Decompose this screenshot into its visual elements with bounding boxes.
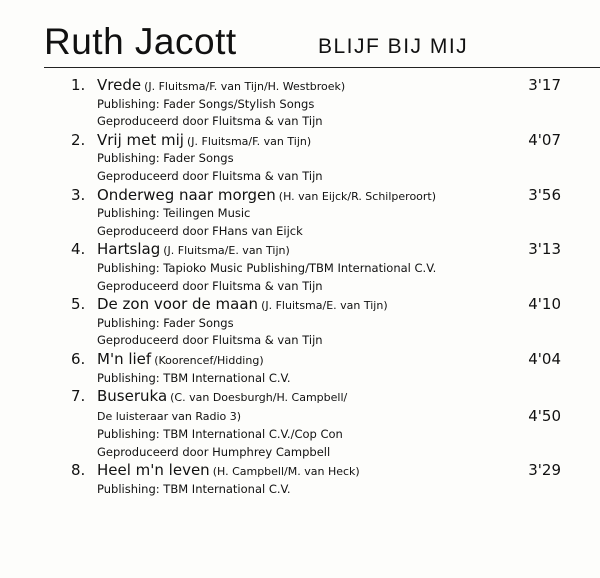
track-line [71,461,561,481]
track-publishing: Publishing: Fader Songs [97,151,234,166]
track-line [71,131,561,151]
track-credits: (J. Fluitsma/E. van Tijn) [261,299,388,313]
header [44,20,600,70]
track-duration: 4'50 [528,406,561,425]
track-title-group [97,295,388,316]
track-number: 7. [71,387,86,406]
track-production: Geproduceerd door Fluitsma & van Tijn [97,278,323,293]
track-production: Geproduceerd door Fluitsma & van Tijn [97,333,323,348]
track-title: Heel m'n leven [97,461,210,480]
track-item [71,131,561,186]
track-production: Geproduceerd door FHans van Eijck [97,223,303,238]
track-title-group [97,76,345,97]
track-duration: 3'56 [528,185,561,204]
track-line [71,240,561,260]
track-line [71,186,561,206]
track-credits: (J. Fluitsma/E. van Tijn) [163,244,290,258]
track-title: De zon voor de maan [97,295,259,314]
artist-name: Ruth Jacott [44,21,237,62]
track-duration: 4'04 [528,349,561,368]
track-production: Geproduceerd door Fluitsma & van Tijn [97,168,323,183]
track-publishing: Publishing: Teilingen Music [97,206,251,221]
header-divider [44,67,600,68]
track-item [71,350,561,387]
track-production: Geproduceerd door Fluitsma & van Tijn [97,114,323,129]
track-publishing: Publishing: TBM International C.V./Cop Con [97,427,343,442]
track-publishing: Publishing: Fader Songs [97,315,234,330]
track-credits: (Koorencef/Hidding) [154,353,264,367]
track-number: 1. [71,76,86,94]
track-publishing: Publishing: TBM International C.V. [97,370,291,385]
track-duration: 3'29 [528,461,561,480]
track-publishing: Publishing: Tapioko Music Publishing/TBM International C.V. [97,260,437,275]
track-production: Geproduceerd door Humphrey Campbell [97,444,331,459]
track-duration: 3'17 [528,76,561,94]
track-line [71,350,561,370]
track-title: Buseruka [97,387,168,406]
track-number: 3. [71,185,86,204]
track-title: Vrij met mij [97,130,184,149]
track-line [71,295,561,315]
track-title: M'n lief [97,349,152,368]
track-credits: (H. van Eijck/R. Schilperoort) [278,189,437,203]
track-title-group [97,461,360,482]
track-title: Onderweg naar morgen [97,185,276,204]
track-credits: (J. Fluitsma/F. van Tijn) [186,134,312,148]
album-title: BLIJF BIJ MIJ [318,35,469,58]
track-number: 6. [71,349,86,368]
track-publishing: Publishing: TBM International C.V. [97,482,291,497]
track-item [71,76,561,131]
track-title-group [97,350,264,371]
track-credits-continuation-text: De luisteraar van Radio 3) [97,409,242,423]
track-duration: 4'10 [528,295,561,314]
track-credits-continuation [71,407,561,427]
track-list [71,76,561,499]
track-item [71,240,561,295]
track-item [71,387,561,461]
track-item [71,186,561,241]
track-publishing: Publishing: Fader Songs/Stylish Songs [97,96,315,111]
track-credits: (C. van Doesburgh/H. Campbell/ [170,391,348,405]
track-number: 5. [71,295,86,314]
track-title-group [97,387,347,408]
track-title: Vrede [97,76,142,94]
track-number: 8. [71,461,86,480]
track-title: Hartslag [97,240,161,259]
track-title-group [97,240,290,261]
track-credits: (J. Fluitsma/F. van Tijn/H. Westbroek) [144,80,346,93]
track-title-group [97,186,436,207]
track-credits: (H. Campbell/M. van Heck) [212,465,360,479]
track-line [71,387,561,407]
track-item [71,461,561,498]
track-duration: 4'07 [528,130,561,149]
track-line [71,76,561,96]
track-number: 2. [71,130,86,149]
track-duration: 3'13 [528,240,561,259]
track-item [71,295,561,350]
track-title-group [97,131,311,152]
track-number: 4. [71,240,86,259]
